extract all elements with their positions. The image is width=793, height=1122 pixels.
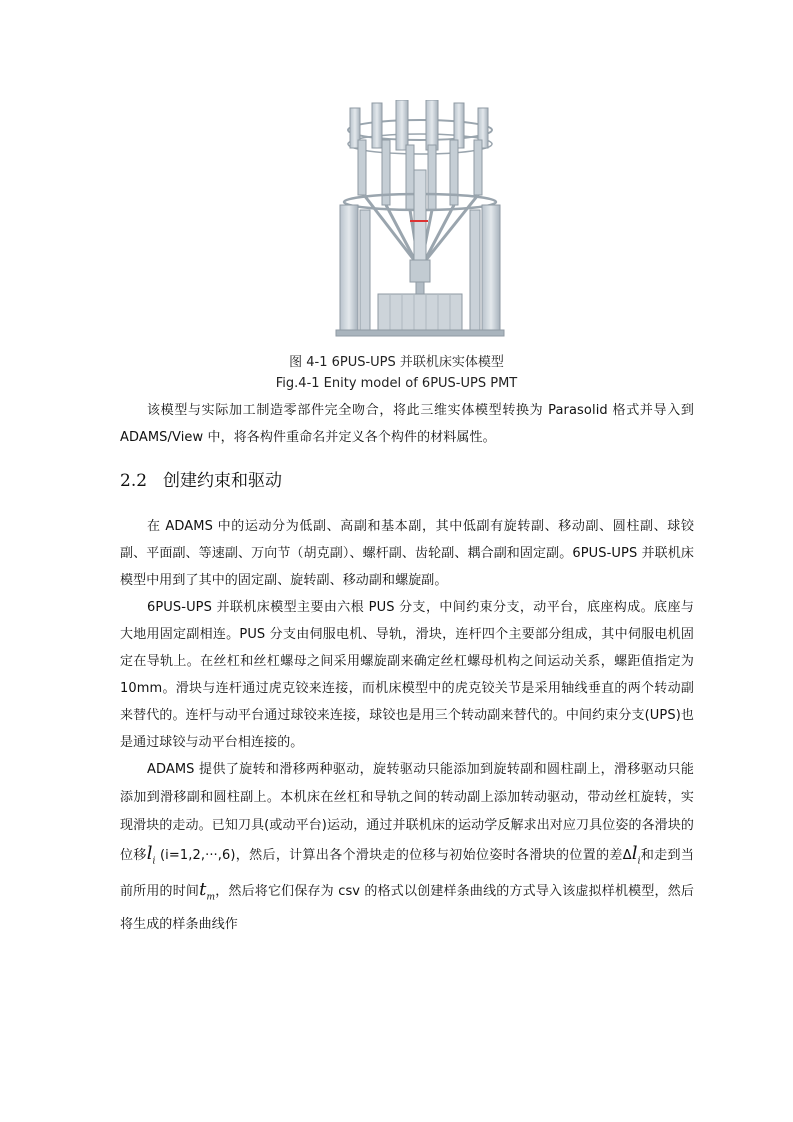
drives-text-4: ，然后将它们保存为 csv 的格式以创建样条曲线的方式导入该虚拟样机模型，然后将生成的样条曲线作	[120, 883, 694, 933]
body-paragraph: 6PUS-UPS 并联机床模型主要由六根 PUS 分支，中间约束分支，动平台，底座构成。底座与大地用固定副相连。PUS 分支由伺服电机、导轨，滑块，连杆四个主要部分组成，其中伺服电机固定在导轨上。在丝杠和丝杠螺母之间采用螺旋副来确定丝杠螺母机构之间运动关系，螺距值指定为 10mm。滑块与连杆通过虎克铰来连接，而机床模型中的虎克铰关节是采用轴线垂直的两个转动副来替代的。连杆与动平台通过球铰来连接，球铰也是用三个转动副来替代的。中间约束分支(UPS)也是通过球铰与动平台相连接的。	[120, 600, 694, 750]
section-number: 2.2	[120, 471, 148, 491]
body-paragraph-drives	[120, 756, 694, 939]
drives-text-1: ADAMS 提供了旋转和滑移两种驱动，旋转驱动只能添加到旋转副和圆柱副上，滑移驱动只能添加到滑移副和圆柱副上。本机床在丝杠和导轨之间的转动副上添加转动驱动，带动丝杠旋转，实现滑块的走动。已知刀具(或动平台)运动，通过并联机床的运动学反解求出对应刀具位姿的各滑块的位移	[120, 762, 694, 863]
body-paragraph: 在 ADAMS 中的运动分为低副、高副和基本副，其中低副有旋转副、移动副、圆柱副、球铰副、平面副、等速副、万向节（胡克副）、螺杆副、齿轮副、耦合副和固定副。6PUS-UPS 并联机床模型中用到了其中的固定副、旋转副、移动副和螺旋副。	[120, 519, 694, 588]
machine-model-figure	[330, 100, 510, 340]
drives-text-2: (i=1,2,···,6)，然后，计算出各个滑块走的位移与初始位姿时各滑块的位置的差Δ	[155, 848, 632, 863]
symbol-tm: $t_m$	[199, 878, 216, 903]
symbol-delta-li: $l_i$	[631, 843, 641, 867]
figure-caption-en: Fig.4-1 Enity model of 6PUS-UPS PMT	[275, 376, 518, 391]
machine-model-illustration	[330, 100, 510, 340]
section-heading	[120, 466, 282, 491]
drives-text-3: 和走到当前所用的时间	[120, 848, 694, 899]
intro-paragraph: 该模型与实际加工制造零部件完全吻合，将此三维实体模型转换为 Parasolid 格式并导入到 ADAMS/View 中，将各构件重命名并定义各个构件的材料属性。	[120, 403, 694, 445]
symbol-li: $l_i$	[146, 843, 156, 867]
section-title: 创建约束和驱动	[163, 471, 283, 491]
figure-caption-cn: 图 4-1 6PUS-UPS 并联机床实体模型	[289, 355, 504, 370]
